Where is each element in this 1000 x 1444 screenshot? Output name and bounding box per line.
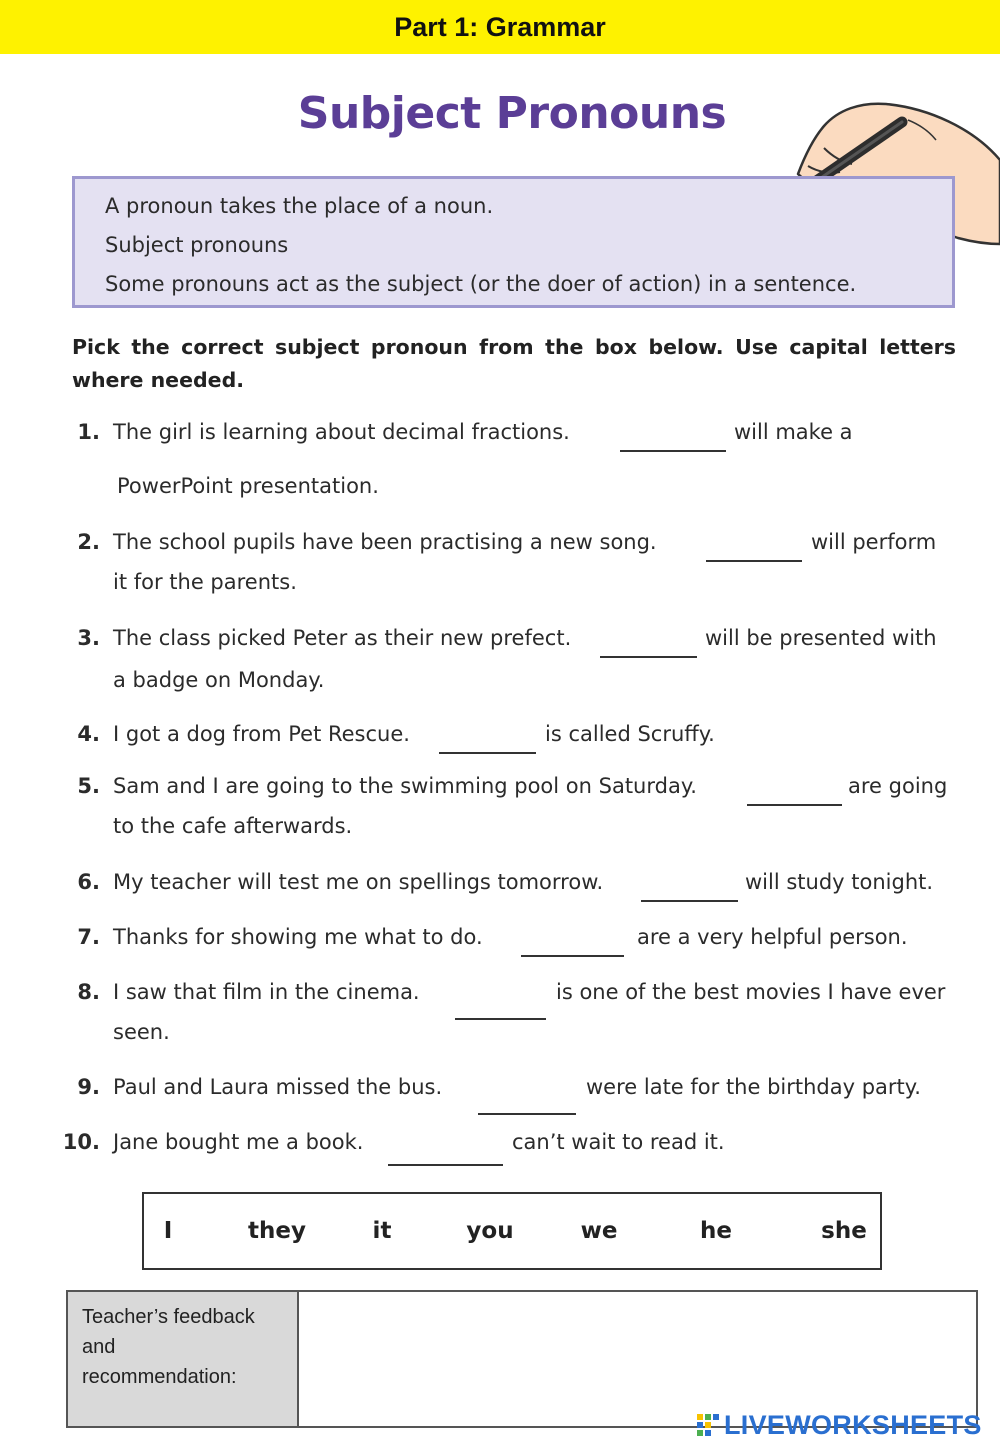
word-bank-item[interactable]: he: [700, 1218, 732, 1244]
word-bank-item[interactable]: they: [248, 1218, 306, 1244]
word-bank-item[interactable]: you: [466, 1218, 514, 1244]
question-9: [60, 1075, 960, 1115]
question-1: [60, 420, 960, 514]
question-number: 2.: [77, 530, 100, 554]
question-number: 6.: [77, 870, 100, 894]
question-6: [60, 870, 960, 910]
question-8: [60, 980, 960, 1060]
question-4: [60, 722, 960, 762]
instructions: Pick the correct subject pronoun from the box below. Use capital letters where needed.: [72, 335, 956, 392]
question-text: Paul and Laura missed the bus.: [113, 1075, 443, 1099]
question-continuation: will make a: [734, 420, 853, 444]
liveworksheets-logo: [696, 1410, 982, 1440]
question-second-line: it for the parents.: [113, 570, 297, 594]
definition-line: Some pronouns act as the subject (or the doer of action) in a sentence.: [105, 272, 857, 296]
question-number: 3.: [77, 626, 100, 650]
question-number: 9.: [77, 1075, 100, 1099]
question-number: 8.: [77, 980, 100, 1004]
question-continuation: will study tonight.: [745, 870, 934, 894]
question-text: My teacher will test me on spellings tomorrow.: [113, 870, 604, 894]
question-continuation: is one of the best movies I have ever: [556, 980, 946, 1004]
question-text: The school pupils have been practising a new song.: [113, 530, 657, 554]
question-continuation: is called Scruffy.: [545, 722, 715, 746]
question-text: I got a dog from Pet Rescue.: [113, 722, 410, 746]
question-number: 7.: [77, 925, 100, 949]
word-bank-item[interactable]: I: [163, 1218, 173, 1244]
question-text: I saw that film in the cinema.: [113, 980, 420, 1004]
question-10: [60, 1130, 960, 1170]
question-2: [60, 530, 960, 610]
question-number: 10.: [62, 1130, 100, 1154]
question-continuation: can’t wait to read it.: [512, 1130, 725, 1154]
answer-blank[interactable]: [641, 870, 738, 902]
answer-blank[interactable]: [706, 530, 802, 562]
question-continuation: were late for the birthday party.: [586, 1075, 921, 1099]
question-text: Thanks for showing me what to do.: [113, 925, 483, 949]
word-bank-item[interactable]: it: [372, 1218, 392, 1244]
word-bank-item[interactable]: she: [821, 1218, 867, 1244]
answer-blank[interactable]: [478, 1083, 576, 1115]
answer-blank[interactable]: [388, 1134, 503, 1166]
logo-text: LIVEWORKSHEETS: [724, 1410, 982, 1440]
word-bank-item[interactable]: we: [580, 1218, 618, 1244]
question-number: 5.: [77, 774, 100, 798]
question-continuation: are going: [848, 774, 948, 798]
question-second-line: PowerPoint presentation.: [117, 474, 379, 498]
teacher-feedback-table: [66, 1290, 978, 1428]
question-text: Jane bought me a book.: [113, 1130, 364, 1154]
question-continuation: will be presented with: [705, 626, 937, 650]
answer-blank[interactable]: [439, 722, 536, 754]
question-second-line: to the cafe afterwards.: [113, 814, 353, 838]
answer-blank[interactable]: [620, 420, 726, 452]
question-second-line: seen.: [113, 1020, 170, 1044]
answer-blank[interactable]: [521, 925, 624, 957]
answer-blank[interactable]: [455, 988, 546, 1020]
definition-line: Subject pronouns: [105, 233, 289, 257]
question-text: The girl is learning about decimal fractions.: [113, 420, 570, 444]
definition-line: A pronoun takes the place of a noun.: [105, 194, 494, 218]
word-bank: [142, 1192, 882, 1270]
question-number: 4.: [77, 722, 100, 746]
answer-blank[interactable]: [600, 626, 697, 658]
question-number: 1.: [77, 420, 100, 444]
question-continuation: are a very helpful person.: [637, 925, 908, 949]
question-second-line: a badge on Monday.: [113, 668, 325, 692]
feedback-label: Teacher’s feedback and recommendation:: [68, 1292, 299, 1426]
question-7: [60, 925, 960, 965]
answer-blank[interactable]: [747, 774, 842, 806]
question-continuation: will perform: [811, 530, 937, 554]
definition-box: [72, 176, 955, 308]
page-title: Subject Pronouns: [297, 88, 727, 139]
question-text: The class picked Peter as their new prefect.: [113, 626, 572, 650]
part-banner: Part 1: Grammar: [0, 0, 1000, 54]
liveworksheets-logo-icon: [696, 1413, 720, 1437]
question-5: [60, 774, 960, 854]
question-text: Sam and I are going to the swimming pool on Saturday.: [113, 774, 697, 798]
question-3: [60, 626, 960, 708]
